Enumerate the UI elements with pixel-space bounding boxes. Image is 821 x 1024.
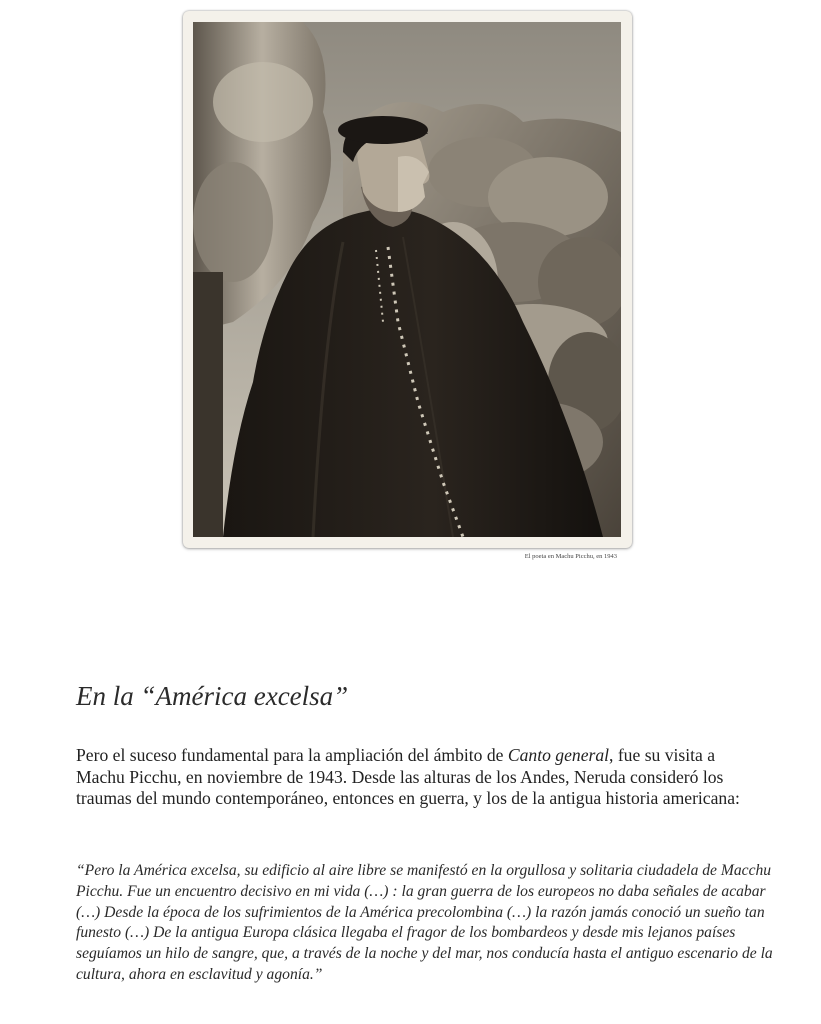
book-title: Canto general — [507, 745, 610, 765]
paragraph-text-before: Pero el suceso fundamental para la ampliación del ámbito de — [76, 745, 508, 765]
paragraph-text-after: , fue su visita a Machu Picchu, en noviembre de 1943. Desde las alturas de los Andes, Neruda consideró los traumas del mundo contemporáneo, entonces en guerra, y los de la antigua historia americana: — [76, 745, 740, 808]
intro-paragraph — [76, 745, 756, 810]
section-heading: En la “América excelsa” — [76, 681, 349, 711]
neruda-quote: “Pero la América excelsa, su edificio al aire libre se manifestó en la orgullosa y solitaria ciudadela de Macchu Picchu. Fue un encuentro decisivo en mi vida (…) : la gran guerra de los europeos no daba señales de acabar (…) Desde la época de los sufrimientos de la América precolombina (…) la razón jamás conoció un sueño tan funesto (…) De la antigua Europa clásica llegaba el fragor de los bombardeos y desde mis lejanos países seguíamos un hilo de sangre, que, a través de la noche y del mar, nos conducía hasta el antiguo escenario de la cultura, ahora en esclavitud y agonía.” — [76, 862, 773, 983]
photo-caption: El poeta en Machu Picchu, en 1943 — [524, 553, 617, 560]
photograph-poet-machu-picchu — [193, 22, 621, 537]
photo-illustration — [193, 22, 621, 537]
photo-frame — [183, 11, 632, 548]
